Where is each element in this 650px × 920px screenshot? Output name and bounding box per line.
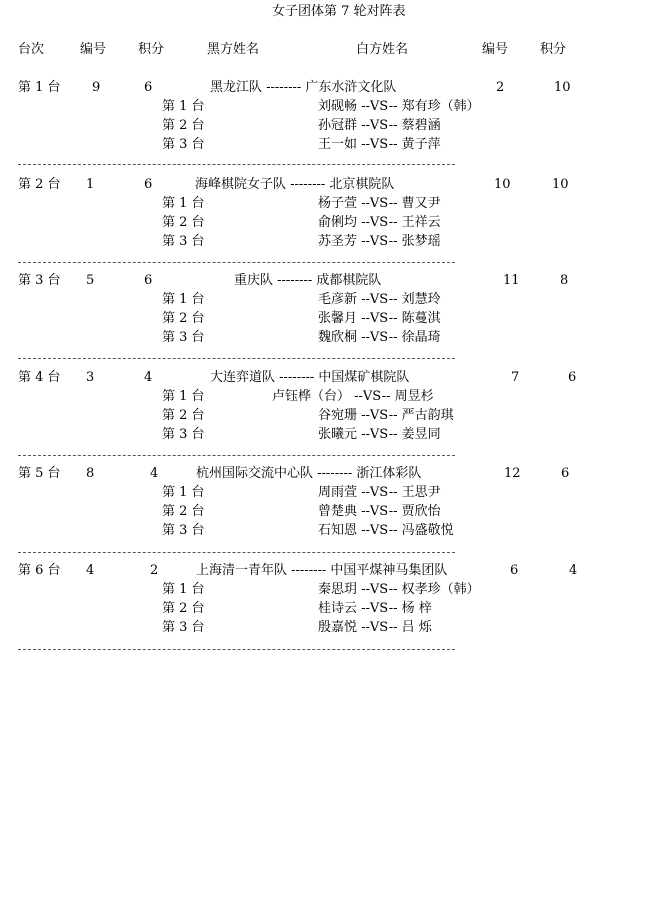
header-white-name: 白方姓名 [356,42,409,57]
board-label: 第 1 台 [18,80,61,95]
black-team-number: 5 [86,273,95,288]
player-pairing: 石知恩 --VS-- 冯盛敬悦 [318,523,454,538]
section-divider [18,262,455,263]
sub-board-label: 第 3 台 [162,427,205,442]
sub-board-label: 第 2 台 [162,311,205,326]
sub-board-label: 第 3 台 [162,234,205,249]
board-label: 第 2 台 [18,177,61,192]
sub-board-label: 第 2 台 [162,408,205,423]
header-board: 台次 [18,42,45,57]
sub-board-label: 第 3 台 [162,523,205,538]
white-team-number: 2 [496,80,505,95]
white-team-score: 8 [560,273,569,288]
player-pairing: 杨子萱 --VS-- 曹又尹 [318,196,441,211]
section-divider [18,164,455,165]
black-team-number: 3 [86,370,95,385]
player-pairing: 卢钰桦（台） --VS-- 周昱杉 [272,389,434,404]
player-pairing: 殷嘉悦 --VS-- 吕 烁 [318,620,432,635]
black-team-number: 8 [86,466,95,481]
white-team-score: 6 [561,466,570,481]
board-label: 第 4 台 [18,370,61,385]
sub-board-label: 第 3 台 [162,330,205,345]
player-pairing: 曾楚典 --VS-- 贾欣怡 [318,504,441,519]
white-team-number: 7 [511,370,520,385]
sub-board-label: 第 2 台 [162,601,205,616]
section-divider [18,358,455,359]
black-team-score: 4 [150,466,159,481]
white-team-number: 11 [503,273,520,288]
white-team-score: 10 [554,80,571,95]
white-team-number: 6 [510,563,519,578]
black-team-score: 6 [144,177,153,192]
black-team-score: 6 [144,273,153,288]
header-number-white: 编号 [482,42,509,57]
header-score-white: 积分 [540,42,567,57]
board-label: 第 3 台 [18,273,61,288]
team-matchup: 上海清一青年队 -------- 中国平煤神马集团队 [196,563,448,578]
player-pairing: 王一如 --VS-- 黄子萍 [318,137,441,152]
section-divider [18,649,455,650]
section-divider [18,552,455,553]
page-title: 女子团体第 7 轮对阵表 [272,4,406,19]
team-matchup: 杭州国际交流中心队 -------- 浙江体彩队 [196,466,422,481]
black-team-score: 6 [144,80,153,95]
sub-board-label: 第 2 台 [162,504,205,519]
sub-board-label: 第 3 台 [162,137,205,152]
black-team-score: 4 [144,370,153,385]
header-black-name: 黑方姓名 [207,42,260,57]
sub-board-label: 第 1 台 [162,99,205,114]
team-matchup: 黑龙江队 -------- 广东水浒文化队 [210,80,397,95]
white-team-number: 10 [494,177,511,192]
header-number-black: 编号 [80,42,107,57]
white-team-number: 12 [504,466,521,481]
black-team-number: 9 [92,80,101,95]
black-team-number: 4 [86,563,95,578]
section-divider [18,455,455,456]
sub-board-label: 第 3 台 [162,620,205,635]
white-team-score: 4 [569,563,578,578]
sub-board-label: 第 1 台 [162,582,205,597]
board-label: 第 6 台 [18,563,61,578]
player-pairing: 秦思玥 --VS-- 权孝珍（韩） [318,582,480,597]
player-pairing: 桂诗云 --VS-- 杨 梓 [318,601,432,616]
sub-board-label: 第 1 台 [162,389,205,404]
player-pairing: 俞俐均 --VS-- 王祥云 [318,215,441,230]
player-pairing: 周雨萱 --VS-- 王思尹 [318,485,441,500]
sub-board-label: 第 2 台 [162,118,205,133]
player-pairing: 苏圣芳 --VS-- 张梦瑶 [318,234,441,249]
player-pairing: 魏欣桐 --VS-- 徐晶琦 [318,330,441,345]
player-pairing: 张馨月 --VS-- 陈蔓淇 [318,311,441,326]
black-team-number: 1 [86,177,95,192]
team-matchup: 海峰棋院女子队 -------- 北京棋院队 [195,177,395,192]
sub-board-label: 第 1 台 [162,292,205,307]
board-label: 第 5 台 [18,466,61,481]
sub-board-label: 第 2 台 [162,215,205,230]
white-team-score: 6 [568,370,577,385]
black-team-score: 2 [150,563,159,578]
white-team-score: 10 [552,177,569,192]
team-matchup: 大连弈道队 -------- 中国煤矿棋院队 [210,370,410,385]
player-pairing: 谷宛珊 --VS-- 严古韵琪 [318,408,454,423]
header-score-black: 积分 [138,42,165,57]
sub-board-label: 第 1 台 [162,485,205,500]
player-pairing: 张曦元 --VS-- 姜昱同 [318,427,441,442]
player-pairing: 孙冠群 --VS-- 蔡碧涵 [318,118,441,133]
sub-board-label: 第 1 台 [162,196,205,211]
player-pairing: 刘砚畅 --VS-- 郑有珍（韩） [318,99,480,114]
team-matchup: 重庆队 -------- 成都棋院队 [234,273,382,288]
player-pairing: 毛彦新 --VS-- 刘慧玲 [318,292,441,307]
